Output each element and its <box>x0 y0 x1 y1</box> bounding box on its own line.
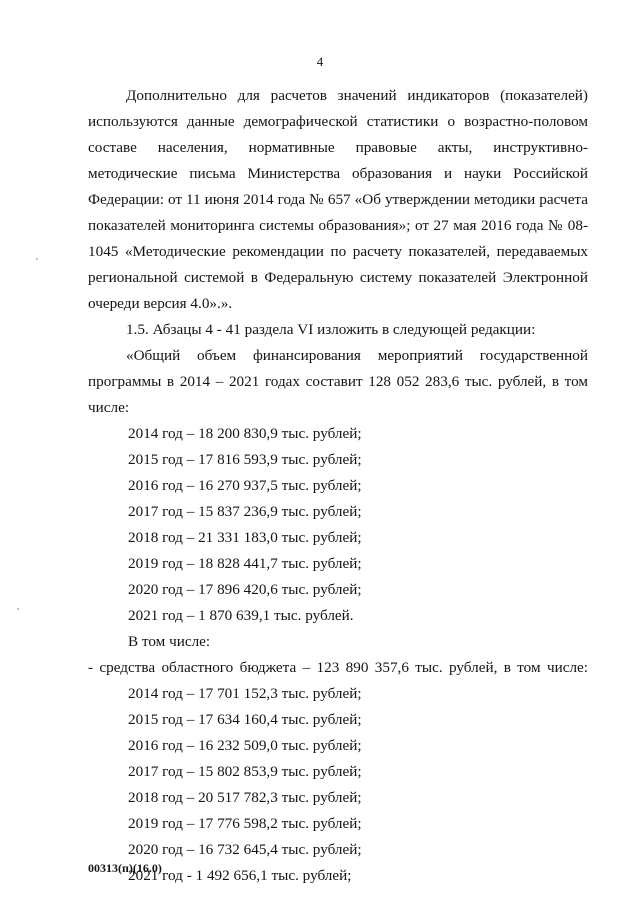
list-item: 2016 год – 16 270 937,5 тыс. рублей; <box>128 477 362 494</box>
list-item: 2018 год – 21 331 183,0 тыс. рублей; <box>128 529 362 546</box>
including-label: В том числе: <box>128 633 211 650</box>
list-item: 2017 год – 15 837 236,9 тыс. рублей; <box>128 503 362 520</box>
paragraph-indicators-data: Дополнительно для расчетов значений индикаторов (показателей) используются данные демографической статистики о возрастно-половом составе населения, нормативные правовые акты, инструктивно-методические письма Министерства образования и науки Российской Федерации: от 11 июня 2014 года № 657 «Об утверждении методики расчета показателей мониторинга системы образования»; от 27 мая 2016 года № 08-1045 «Методические рекомендации по расчету показателей, передаваемых региональной системой в Федеральную систему показателей Электронной очереди версия 4.0».». <box>88 87 588 312</box>
paragraph-amendment: 1.5. Абзацы 4 - 41 раздела VI изложить в следующей редакции: <box>126 321 536 338</box>
list-item: 2021 год – 1 870 639,1 тыс. рублей. <box>128 607 354 624</box>
scan-speck <box>17 608 19 610</box>
scan-speck <box>36 258 38 260</box>
list-item: 2020 год – 17 896 420,6 тыс. рублей; <box>128 581 362 598</box>
list-item: 2020 год – 16 732 645,4 тыс. рублей; <box>128 841 362 858</box>
regional-by-year-list <box>88 681 588 889</box>
list-item: 2014 год – 17 701 152,3 тыс. рублей; <box>128 685 362 702</box>
document-footer-code: 00313(п)(16.0) <box>88 861 162 875</box>
paragraph-total-financing: «Общий объем финансирования мероприятий государственной программы в 2014 – 2021 годах составит 128 052 283,6 тыс. рублей, в том числе: <box>88 347 588 416</box>
list-item: 2018 год – 20 517 782,3 тыс. рублей; <box>128 789 362 806</box>
list-item: 2016 год – 16 232 509,0 тыс. рублей; <box>128 737 362 754</box>
list-item: 2017 год – 15 802 853,9 тыс. рублей; <box>128 763 362 780</box>
list-item: 2019 год – 18 828 441,7 тыс. рублей; <box>128 555 362 572</box>
page-number: 4 <box>316 54 324 69</box>
total-by-year-list <box>88 421 588 629</box>
list-item: 2019 год – 17 776 598,2 тыс. рублей; <box>128 815 362 832</box>
list-item: 2021 год - 1 492 656,1 тыс. рублей; <box>128 867 352 884</box>
list-item: 2015 год – 17 816 593,9 тыс. рублей; <box>128 451 362 468</box>
list-item: 2015 год – 17 634 160,4 тыс. рублей; <box>128 711 362 728</box>
document-body <box>88 83 588 889</box>
regional-budget-line: - средства областного бюджета – 123 890 357,6 тыс. рублей, в том числе: <box>88 659 588 676</box>
list-item: 2014 год – 18 200 830,9 тыс. рублей; <box>128 425 362 442</box>
